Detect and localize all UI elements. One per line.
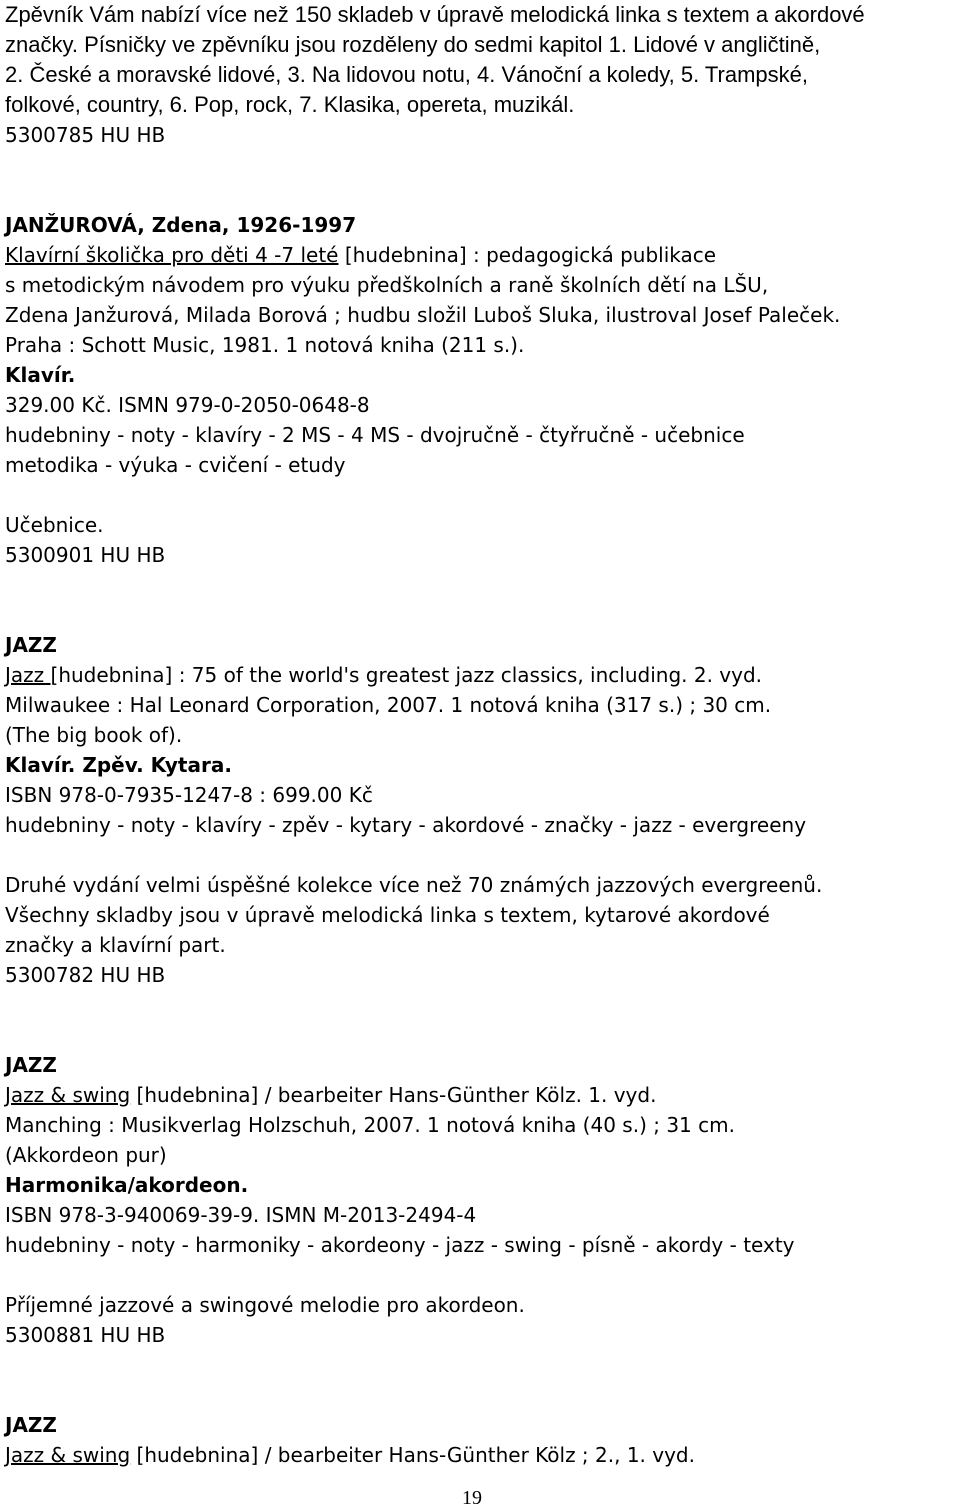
- entry-note: Učebnice.: [5, 513, 104, 537]
- entry-subjects: hudebniny - noty - harmoniky - akordeony - jazz - swing - písně - akordy - texty: [5, 1233, 795, 1257]
- document-page: [5, 0, 955, 1470]
- entry-imprint: Praha : Schott Music, 1981. 1 notová kniha (211 s.).: [5, 333, 525, 357]
- entry-series: (Akkordeon pur): [5, 1143, 167, 1167]
- entry-description: Všechny skladby jsou v úpravě melodická linka s textem, kytarové akordové: [5, 903, 770, 927]
- entry-heading: JANŽUROVÁ, Zdena, 1926-1997: [5, 213, 357, 237]
- catalog-entry: [5, 1410, 955, 1470]
- entry-series: (The big book of).: [5, 723, 183, 747]
- intro-paragraph: [5, 0, 955, 120]
- entry-instrument: Klavír. Zpěv. Kytara.: [5, 753, 232, 777]
- entry-subjects: metodika - výuka - cvičení - etudy: [5, 453, 346, 477]
- entry-description: Druhé vydání velmi úspěšné kolekce více než 70 známých jazzových evergreenů.: [5, 873, 823, 897]
- intro-line: Zpěvník Vám nabízí více než 150 skladeb v úpravě melodická linka s textem a akordové: [5, 2, 865, 27]
- catalog-entry: [5, 210, 955, 570]
- entry-isbn: ISBN 978-0-7935-1247-8 : 699.00 Kč: [5, 783, 373, 807]
- entry-description: Příjemné jazzové a swingové melodie pro akordeon.: [5, 1293, 525, 1317]
- catalog-code: 5300785 HU HB: [5, 123, 166, 147]
- entry-responsibility: Zdena Janžurová, Milada Borová ; hudbu složil Luboš Sluka, ilustroval Josef Paleček.: [5, 303, 841, 327]
- catalog-code: 5300782 HU HB: [5, 963, 166, 987]
- catalog-entry: [5, 1050, 955, 1350]
- entry-heading: JAZZ: [5, 1053, 57, 1077]
- entry-subjects: hudebniny - noty - klavíry - 2 MS - 4 MS - dvojručně - čtyřručně - učebnice: [5, 423, 745, 447]
- entry-description: značky a klavírní part.: [5, 933, 226, 957]
- entry-title-main: Jazz & swing: [5, 1083, 131, 1107]
- entry-price-isbn: 329.00 Kč. ISMN 979-0-2050-0648-8: [5, 393, 370, 417]
- entry-instrument: Harmonika/akordeon.: [5, 1173, 249, 1197]
- entry-heading: JAZZ: [5, 633, 57, 657]
- intro-line: 2. České a moravské lidové, 3. Na lidovou notu, 4. Vánoční a koledy, 5. Trampské,: [5, 62, 809, 87]
- page-number: 19: [462, 1487, 482, 1509]
- entry-title: [5, 1080, 955, 1110]
- entry-title: [5, 660, 955, 690]
- intro-line: značky. Písničky ve zpěvníku jsou rozděleny do sedmi kapitol 1. Lidové v angličtině,: [5, 32, 821, 57]
- catalog-code: 5300881 HU HB: [5, 1323, 166, 1347]
- entry-title-continued: s metodickým návodem pro výuku předškolních a raně školních dětí na LŠU,: [5, 273, 769, 297]
- catalog-code: 5300901 HU HB: [5, 543, 166, 567]
- entry-title-rest: [hudebnina] / bearbeiter Hans-Günther Kölz. 1. vyd.: [130, 1083, 657, 1107]
- entry-subjects: hudebniny - noty - klavíry - zpěv - kytary - akordové - značky - jazz - evergreeny: [5, 813, 807, 837]
- entry-title-rest: [hudebnina] / bearbeiter Hans-Günther Kölz ; 2., 1. vyd.: [130, 1443, 695, 1467]
- entry-title-main: Klavírní školička pro děti 4 -7 leté: [5, 243, 339, 267]
- entry-isbn: ISBN 978-3-940069-39-9. ISMN M-2013-2494-4: [5, 1203, 477, 1227]
- entry-title-rest: [hudebnina] : 75 of the world's greatest jazz classics, including. 2. vyd.: [50, 663, 763, 687]
- entry-instrument: Klavír.: [5, 363, 76, 387]
- catalog-entry: [5, 630, 955, 990]
- entry-title: [5, 1440, 955, 1470]
- intro-line: folkové, country, 6. Pop, rock, 7. Klasika, opereta, muzikál.: [5, 92, 575, 117]
- entry-imprint: Manching : Musikverlag Holzschuh, 2007. 1 notová kniha (40 s.) ; 31 cm.: [5, 1113, 735, 1137]
- entry-imprint: Milwaukee : Hal Leonard Corporation, 2007. 1 notová kniha (317 s.) ; 30 cm.: [5, 693, 772, 717]
- entry-title-rest: [hudebnina] : pedagogická publikace: [338, 243, 717, 267]
- entry-title-main: Jazz: [5, 663, 51, 687]
- entry-title-main: Jazz & swing: [5, 1443, 131, 1467]
- entry-title: [5, 240, 955, 270]
- entry-heading: JAZZ: [5, 1413, 57, 1437]
